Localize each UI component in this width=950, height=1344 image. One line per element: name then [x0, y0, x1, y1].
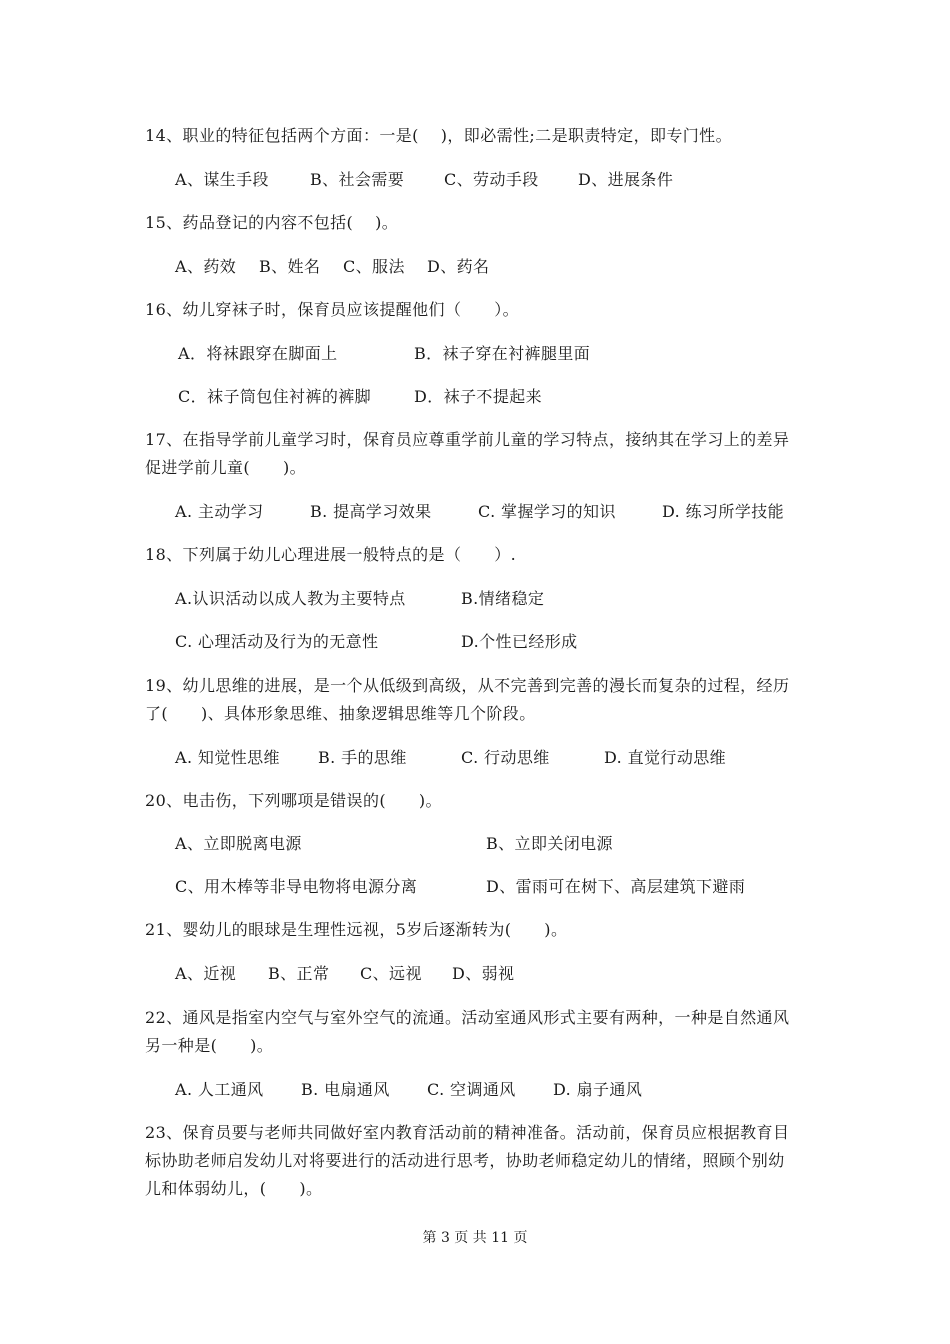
option-a: A．将袜跟穿在脚面上	[178, 344, 338, 363]
option-b: B、社会需要	[310, 170, 405, 189]
question-stem-line-1: 19、幼儿思维的进展，是一个从低级到高级，从不完善到完善的漫长而复杂的过程，经历	[145, 676, 790, 695]
page-number: 第 3 页 共 11 页	[422, 1230, 528, 1246]
option-d: D．袜子不提起来	[414, 387, 543, 406]
option-a: A. 人工通风	[175, 1080, 264, 1099]
option-b: B.情绪稳定	[461, 589, 545, 608]
option-d: D、进展条件	[578, 170, 674, 189]
question-stem: 20、电击伤，下列哪项是错误的( )。	[145, 791, 442, 810]
option-d: D、雷雨可在树下、高层建筑下避雨	[486, 877, 746, 896]
question-stem-line-2: 促进学前儿童( )。	[145, 458, 307, 477]
option-a: A. 主动学习	[175, 502, 264, 521]
question-stem-line-2: 标协助老师启发幼儿对将要进行的活动进行思考，协助老师稳定幼儿的情绪，照顾个别幼	[145, 1151, 785, 1170]
option-a: A、立即脱离电源	[175, 834, 302, 853]
option-b: B、正常	[268, 964, 330, 983]
option-b: B. 手的思维	[318, 748, 407, 767]
option-d: D. 扇子通风	[553, 1080, 643, 1099]
question-stem-line-2: 了( )、具体形象思维、抽象逻辑思维等几个阶段。	[145, 704, 536, 723]
question-stem-line-1: 17、在指导学前儿童学习时，保育员应尊重学前儿童的学习特点，接纳其在学习上的差异	[145, 430, 790, 449]
option-c: C. 掌握学习的知识	[478, 502, 616, 521]
option-d: D、药名	[427, 257, 490, 276]
question-stem: 15、药品登记的内容不包括( )。	[145, 213, 399, 232]
question-stem-line-2: 另一种是( )。	[145, 1036, 274, 1055]
option-a: A、谋生手段	[175, 170, 269, 189]
option-c: C. 心理活动及行为的无意性	[175, 632, 379, 651]
question-stem-line-1: 22、通风是指室内空气与室外空气的流通。活动室通风形式主要有两种，一种是自然通风	[145, 1008, 790, 1027]
option-b: B. 电扇通风	[301, 1080, 390, 1099]
option-a: A. 知觉性思维	[175, 748, 280, 767]
option-c: C. 空调通风	[427, 1080, 516, 1099]
question-stem: 21、婴幼儿的眼球是生理性远视，5岁后逐渐转为( )。	[145, 920, 568, 939]
option-c: C. 行动思维	[461, 748, 550, 767]
option-a: A、药效	[175, 257, 237, 276]
question-stem-line-1: 23、保育员要与老师共同做好室内教育活动前的精神准备。活动前，保育员应根据教育目	[145, 1123, 790, 1142]
option-a: A、近视	[175, 964, 237, 983]
option-d: D.个性已经形成	[461, 632, 578, 651]
option-d: D. 练习所学技能	[662, 502, 785, 521]
option-b: B、姓名	[259, 257, 321, 276]
option-d: D. 直觉行动思维	[604, 748, 727, 767]
option-c: C．袜子筒包住衬裤的裤脚	[178, 387, 372, 406]
option-b: B、立即关闭电源	[486, 834, 613, 853]
option-c: C、劳动手段	[444, 170, 539, 189]
option-c: C、远视	[360, 964, 422, 983]
option-d: D、弱视	[452, 964, 515, 983]
option-c: C、用木棒等非导电物将电源分离	[175, 877, 418, 896]
question-stem: 16、幼儿穿袜子时，保育员应该提醒他们（ ）。	[145, 300, 520, 319]
question-stem: 18、下列属于幼儿心理进展一般特点的是（ ）.	[145, 545, 517, 564]
option-b: B. 提高学习效果	[310, 502, 432, 521]
option-a: A.认识活动以成人教为主要特点	[175, 589, 406, 608]
question-stem-line-3: 儿和体弱幼儿，( )。	[145, 1179, 323, 1198]
option-b: B．袜子穿在衬裤腿里面	[414, 344, 591, 363]
option-c: C、服法	[343, 257, 405, 276]
question-stem: 14、职业的特征包括两个方面：一是( )，即必需性;二是职责特定，即专门性。	[145, 126, 732, 145]
